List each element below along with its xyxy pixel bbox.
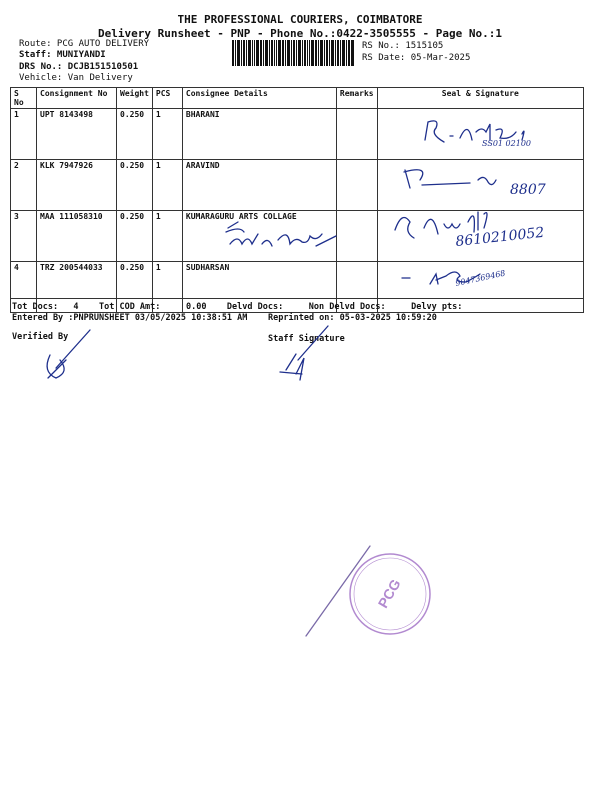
cell-consignee: ARAVIND	[182, 160, 336, 211]
runsheet-table	[10, 87, 584, 313]
route-label: Route: PCG AUTO DELIVERY	[19, 39, 150, 49]
cell-consignment: MAA 111058310	[37, 211, 117, 262]
verified-by-label: Verified By	[12, 332, 69, 342]
barcode-image	[232, 40, 354, 66]
vehicle-label: Vehicle: Van Delivery	[19, 73, 133, 83]
cell-sno: 1	[11, 109, 37, 160]
entered-by: Entered By :PNPRUNSHEET 03/05/2025 10:38:51 AM	[12, 313, 248, 323]
cell-pcs: 1	[152, 160, 182, 211]
stamp-text: PCG	[374, 576, 404, 611]
cell-signature	[377, 160, 583, 211]
cell-weight: 0.250	[117, 211, 153, 262]
cell-weight: 0.250	[117, 109, 153, 160]
cell-consignee: SUDHARSAN	[182, 262, 336, 313]
totals-line: Tot Docs: 4 Tot COD Amt: 0.00 Delvd Docs: Non Delvd Docs: Delvy pts:	[12, 302, 463, 312]
cell-pcs: 1	[152, 109, 182, 160]
handwritten-row2-num: 8807	[510, 182, 546, 198]
cell-pcs: 1	[152, 262, 182, 313]
table-row	[11, 211, 584, 262]
cell-sno: 4	[11, 262, 37, 313]
table-row	[11, 109, 584, 160]
reprinted-on: Reprinted on: 05-03-2025 10:59:20	[268, 313, 437, 323]
drs-number: DRS No.: DCJB151510501	[19, 62, 139, 72]
column-header: Consignee Details	[182, 88, 336, 109]
cell-remarks	[336, 109, 377, 160]
column-header: Seal & Signature	[377, 88, 583, 109]
cell-signature	[377, 109, 583, 160]
cell-consignee: KUMARAGURU ARTS COLLAGE	[182, 211, 336, 262]
table-row	[11, 160, 584, 211]
column-header: Consignment No	[37, 88, 117, 109]
company-title: THE PROFESSIONAL COURIERS, COIMBATORE	[177, 13, 423, 26]
runsheet-title: Delivery Runsheet - PNP - Phone No.:0422-3505555 - Page No.:1	[98, 27, 502, 40]
rs-number: RS No.: 1515105	[362, 41, 444, 51]
column-header: S No	[11, 88, 37, 109]
staff-signature-label: Staff Signature	[268, 334, 345, 344]
pcg-stamp	[350, 554, 430, 634]
column-header: Remarks	[336, 88, 377, 109]
cell-pcs: 1	[152, 211, 182, 262]
cell-remarks	[336, 160, 377, 211]
footer-divider	[10, 298, 584, 299]
cell-consignment: KLK 7947926	[37, 160, 117, 211]
cell-signature	[377, 211, 583, 262]
table-header-row	[11, 88, 584, 109]
cell-sno: 2	[11, 160, 37, 211]
cell-remarks	[336, 211, 377, 262]
rs-date: RS Date: 05-Mar-2025	[362, 53, 471, 63]
column-header: PCS	[152, 88, 182, 109]
cell-consignee: BHARANI	[182, 109, 336, 160]
cell-consignment: TRZ 200544033	[37, 262, 117, 313]
staff-label: Staff: MUNIYANDI	[19, 50, 106, 60]
cell-weight: 0.250	[117, 160, 153, 211]
handwritten-row3-num: 8610210052	[454, 224, 546, 250]
handwritten-row1-num: SS01 02100	[482, 139, 531, 148]
stamp-slash	[306, 546, 370, 636]
cell-consignment: UPT 8143498	[37, 109, 117, 160]
cell-weight: 0.250	[117, 262, 153, 313]
handwritten-row4-num: 9047369468	[454, 268, 507, 288]
cell-sno: 3	[11, 211, 37, 262]
column-header: Weight	[117, 88, 153, 109]
